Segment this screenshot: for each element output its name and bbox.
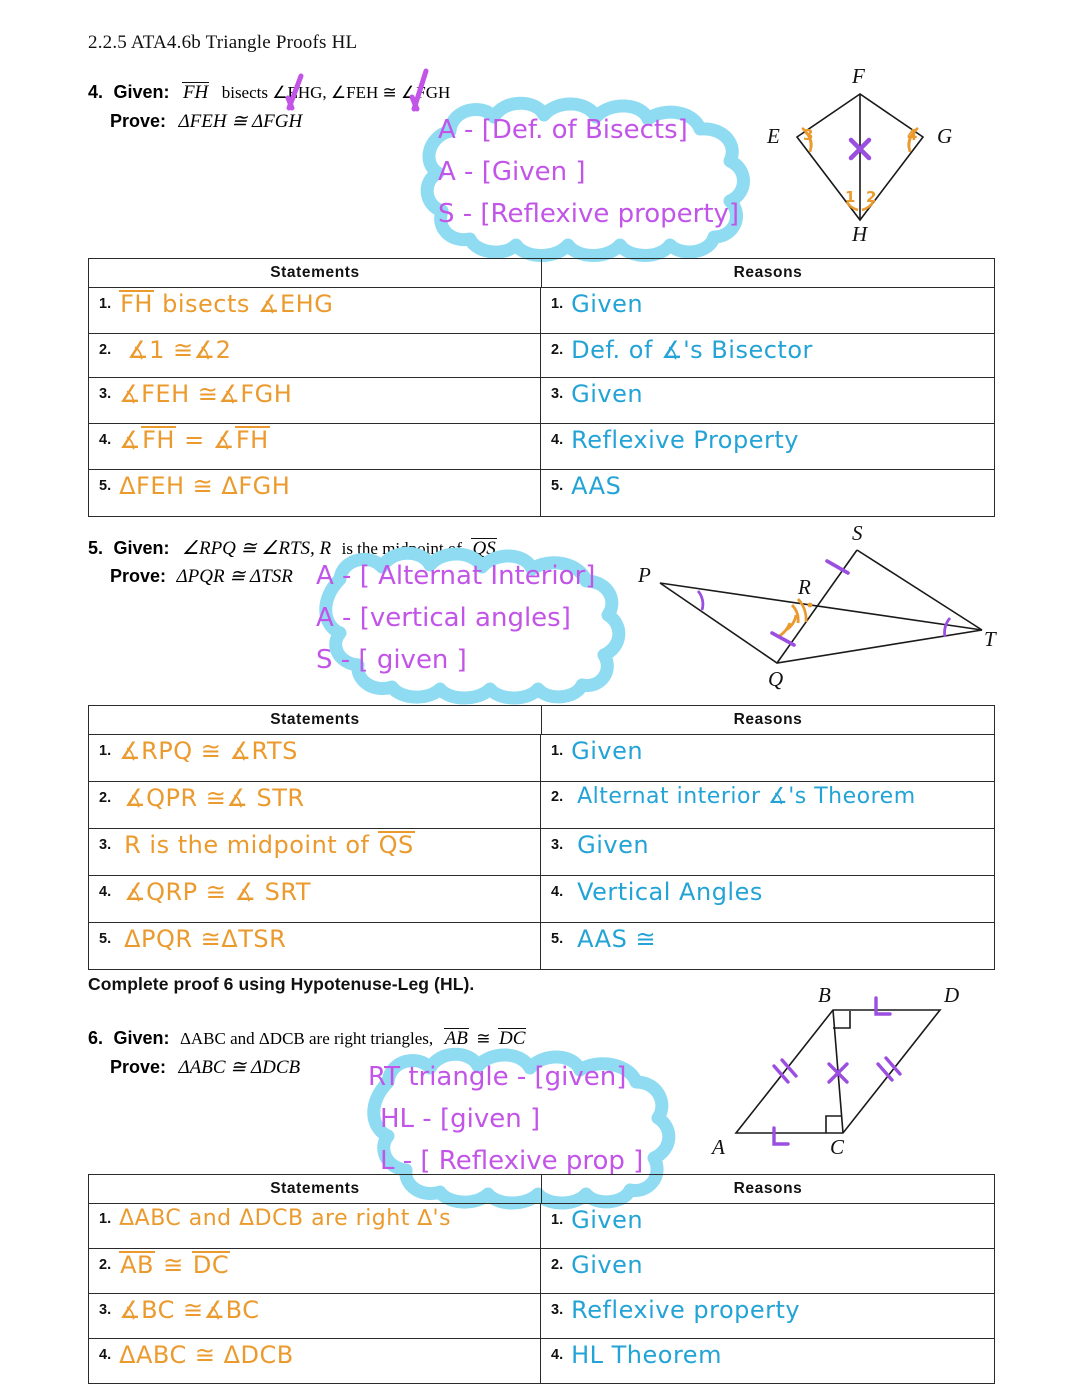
given-label-4: Given:	[113, 82, 170, 102]
annotation-4-line-2: A - [Given ]	[438, 157, 586, 187]
given-label-6: Given:	[113, 1028, 170, 1048]
problem-4-given	[88, 82, 450, 104]
reason-cell	[541, 735, 994, 781]
reason-text: Given	[571, 290, 644, 318]
reason-text: Def. of ∡'s Bisector	[571, 336, 813, 364]
reason-text: Alternat interior ∡'s Theorem	[577, 784, 916, 809]
figure-label-c: C	[830, 1135, 845, 1159]
statement-text: ∡BC ≅∡BC	[119, 1296, 260, 1324]
table-row	[89, 923, 994, 969]
problem-5-prove	[110, 565, 293, 588]
annotation-6-line-3: L - [ Reflexive prop ]	[380, 1146, 644, 1176]
table-row	[89, 378, 994, 424]
annotation-cloud-4	[408, 95, 768, 260]
statement-text: ∡QRP ≅ ∡ SRT	[124, 878, 311, 906]
reason-cell	[541, 1294, 994, 1338]
header-statements-6: Statements	[89, 1175, 542, 1203]
reason-cell	[541, 424, 994, 469]
annotation-5-line-1: A - [ Alternat Interior]	[316, 561, 596, 591]
statement-cell	[89, 876, 541, 922]
check-mark-icon-1	[285, 68, 325, 113]
table-row	[89, 829, 994, 876]
reason-text: AAS ≅	[577, 925, 657, 953]
row-number: 1.	[551, 743, 564, 759]
statement-text: ∡FEH ≅∡FGH	[119, 380, 293, 408]
reason-cell	[541, 378, 994, 423]
row-number: 3.	[99, 837, 112, 853]
proof-table-4	[88, 258, 995, 517]
row-number: 2.	[99, 790, 112, 806]
statement-cell	[89, 1204, 541, 1248]
header-reasons-5: Reasons	[733, 711, 803, 728]
reason-cell	[541, 1249, 994, 1293]
header-reasons-6: Reasons	[733, 1180, 803, 1197]
statement-cell	[89, 829, 541, 875]
row-number: 1.	[551, 296, 564, 312]
reason-text: Given	[571, 737, 644, 765]
statement-cell	[89, 1294, 541, 1338]
proof-table-6-header	[89, 1175, 994, 1204]
statement-cell	[89, 735, 541, 781]
reason-text: HL Theorem	[571, 1341, 722, 1369]
table-row	[89, 334, 994, 378]
annotation-cloud-5	[300, 545, 635, 700]
table-row	[89, 424, 994, 470]
given-segment-dc: DC	[498, 1028, 526, 1049]
annotation-5-line-3: S - [ given ]	[316, 645, 467, 675]
statement-text: ∡QPR ≅∡ STR	[124, 784, 305, 812]
figure-kite-efgh	[755, 62, 1000, 257]
reason-cell	[541, 829, 994, 875]
figure-label-a: A	[712, 1135, 725, 1159]
table-row	[89, 288, 994, 334]
prove-body-4: ΔFEH ≅ ΔFGH	[178, 111, 303, 132]
statement-cell	[89, 334, 541, 377]
reason-cell	[541, 782, 994, 828]
reason-cell	[541, 876, 994, 922]
table-row	[89, 782, 994, 829]
row-number: 3.	[99, 386, 112, 402]
figure-label-b: B	[818, 983, 831, 1007]
row-number: 4.	[99, 432, 112, 448]
reason-cell	[541, 288, 994, 333]
header-reasons-4: Reasons	[733, 264, 803, 281]
problem-6-number: 6.	[88, 1028, 104, 1048]
row-number: 3.	[551, 1302, 564, 1318]
row-number: 4.	[99, 884, 112, 900]
statement-cell	[89, 782, 541, 828]
given-body-5b: is the midpoint of	[341, 539, 463, 558]
given-body-4: bisects ∠EHG, ∠FEH ≅ ∠FGH	[221, 83, 451, 102]
figure-label-t: T	[984, 627, 996, 651]
problem-6-prove	[110, 1056, 300, 1079]
table-row	[89, 1204, 994, 1249]
header-statements-4: Statements	[89, 259, 542, 287]
statement-text: ΔPQR ≅ΔTSR	[124, 925, 287, 953]
statement-cell	[89, 288, 541, 333]
problem-4-prove	[110, 110, 302, 133]
statement-text: AB ≅ DC	[120, 1251, 230, 1279]
reason-text: Given	[577, 831, 650, 859]
row-number: 3.	[551, 386, 564, 402]
reason-text: Given	[571, 380, 644, 408]
reason-cell	[541, 470, 994, 516]
row-number: 4.	[551, 884, 564, 900]
reason-cell	[541, 923, 994, 969]
figure-label-r: R	[798, 575, 811, 599]
prove-label-6: Prove:	[110, 1057, 167, 1077]
prove-label-4: Prove:	[110, 111, 167, 131]
table-row	[89, 876, 994, 923]
statement-text: FH bisects ∡EHG	[120, 290, 334, 318]
reason-text: Reflexive property	[571, 1296, 801, 1324]
figure-label-f: F	[852, 64, 865, 88]
given-body-5a: ∠RPQ ≅ ∠RTS, R	[181, 538, 332, 559]
row-number: 4.	[551, 432, 564, 448]
statement-cell	[89, 1339, 541, 1383]
table-row	[89, 1249, 994, 1294]
statement-text: ∡1 ≅∡2	[127, 336, 232, 364]
row-number: 1.	[551, 1212, 564, 1228]
figure-parallelogram-abdc	[690, 978, 990, 1168]
row-number: 3.	[99, 1302, 112, 1318]
given-segment-qs: QS	[472, 538, 496, 559]
kite-diagram-svg	[755, 62, 1000, 257]
statement-cell	[89, 923, 541, 969]
given-label-5: Given:	[113, 538, 170, 558]
congruent-symbol: ≅	[476, 1029, 491, 1048]
annotation-6-line-1: RT triangle - [given]	[368, 1062, 627, 1092]
header-statements-5: Statements	[89, 706, 542, 734]
reason-cell	[541, 334, 994, 377]
reason-cell	[541, 1204, 994, 1248]
given-segment-ab: AB	[444, 1028, 468, 1049]
figure-label-g: G	[937, 124, 953, 148]
row-number: 2.	[99, 342, 112, 358]
page-title: 2.2.5 ATA4.6b Triangle Proofs HL	[88, 32, 358, 53]
annotation-4-line-1: A - [Def. of Bisects]	[438, 115, 688, 145]
figure-label-h: H	[852, 222, 868, 246]
given-segment-fh: FH	[182, 82, 209, 103]
table-row	[89, 1294, 994, 1339]
statement-cell	[89, 1249, 541, 1293]
statement-text: ΔFEH ≅ ΔFGH	[119, 472, 291, 500]
instruction-hl: Complete proof 6 using Hypotenuse-Leg (HL).	[88, 974, 475, 994]
figure-label-p: P	[638, 563, 651, 587]
figure-label-s: S	[852, 521, 863, 545]
reason-text: Vertical Angles	[577, 878, 763, 906]
row-number: 1.	[99, 296, 112, 312]
angle-mark-1: 1	[845, 188, 856, 206]
annotation-5-line-2: A - [vertical angles]	[316, 603, 571, 633]
statement-text: ∡FH = ∡FH	[119, 426, 269, 454]
problem-5-number: 5.	[88, 538, 104, 558]
figure-label-d: D	[944, 983, 960, 1007]
proof-table-5	[88, 705, 995, 970]
figure-label-e: E	[767, 124, 780, 148]
given-body-6: ΔABC and ΔDCB are right triangles,	[179, 1029, 434, 1048]
row-number: 1.	[99, 743, 112, 759]
row-number: 5.	[99, 931, 112, 947]
reason-text: Reflexive Property	[571, 426, 799, 454]
statement-text: ΔABC and ΔDCB are right ∆'s	[119, 1206, 452, 1231]
crossing-triangles-svg	[620, 515, 1005, 700]
annotation-6-line-2: HL - [given ]	[380, 1104, 541, 1134]
table-row	[89, 1339, 994, 1383]
statement-text: R is the midpoint of QS	[124, 831, 414, 859]
annotation-4-line-3: S - [Reflexive property]	[438, 199, 740, 229]
row-number: 2.	[551, 788, 564, 805]
figure-label-q: Q	[768, 667, 784, 691]
statement-cell	[89, 470, 541, 516]
angle-mark-2: 2	[866, 188, 877, 206]
reason-text: Given	[571, 1206, 644, 1234]
reason-cell	[541, 1339, 994, 1383]
angle-mark-4: 4	[907, 126, 918, 144]
reason-text: AAS	[571, 472, 622, 500]
row-number: 4.	[99, 1347, 112, 1363]
angle-mark-3: 3	[803, 126, 814, 144]
row-number: 2.	[99, 1257, 112, 1273]
problem-4-number: 4.	[88, 82, 104, 102]
row-number: 5.	[99, 478, 112, 494]
prove-label-5: Prove:	[110, 566, 167, 586]
statement-text: ∡RPQ ≅ ∡RTS	[119, 737, 298, 765]
table-row	[89, 470, 994, 516]
row-number: 2.	[551, 342, 564, 358]
statement-text: ΔABC ≅ ΔDCB	[119, 1341, 294, 1369]
proof-table-6	[88, 1174, 995, 1384]
statement-cell	[89, 378, 541, 423]
proof-table-4-header	[89, 259, 994, 288]
row-number: 3.	[551, 837, 564, 853]
row-number: 2.	[551, 1257, 564, 1273]
row-number: 1.	[99, 1210, 112, 1227]
figure-crossing-triangles	[620, 515, 1005, 700]
row-number: 4.	[551, 1347, 564, 1363]
reason-text: Given	[571, 1251, 644, 1279]
row-number: 5.	[551, 931, 564, 947]
prove-body-5: ΔPQR ≅ ΔTSR	[176, 566, 293, 587]
prove-body-6: ΔABC ≅ ΔDCB	[178, 1057, 301, 1078]
table-row	[89, 735, 994, 782]
proof-table-5-header	[89, 706, 994, 735]
row-number: 5.	[551, 478, 564, 494]
statement-cell	[89, 424, 541, 469]
